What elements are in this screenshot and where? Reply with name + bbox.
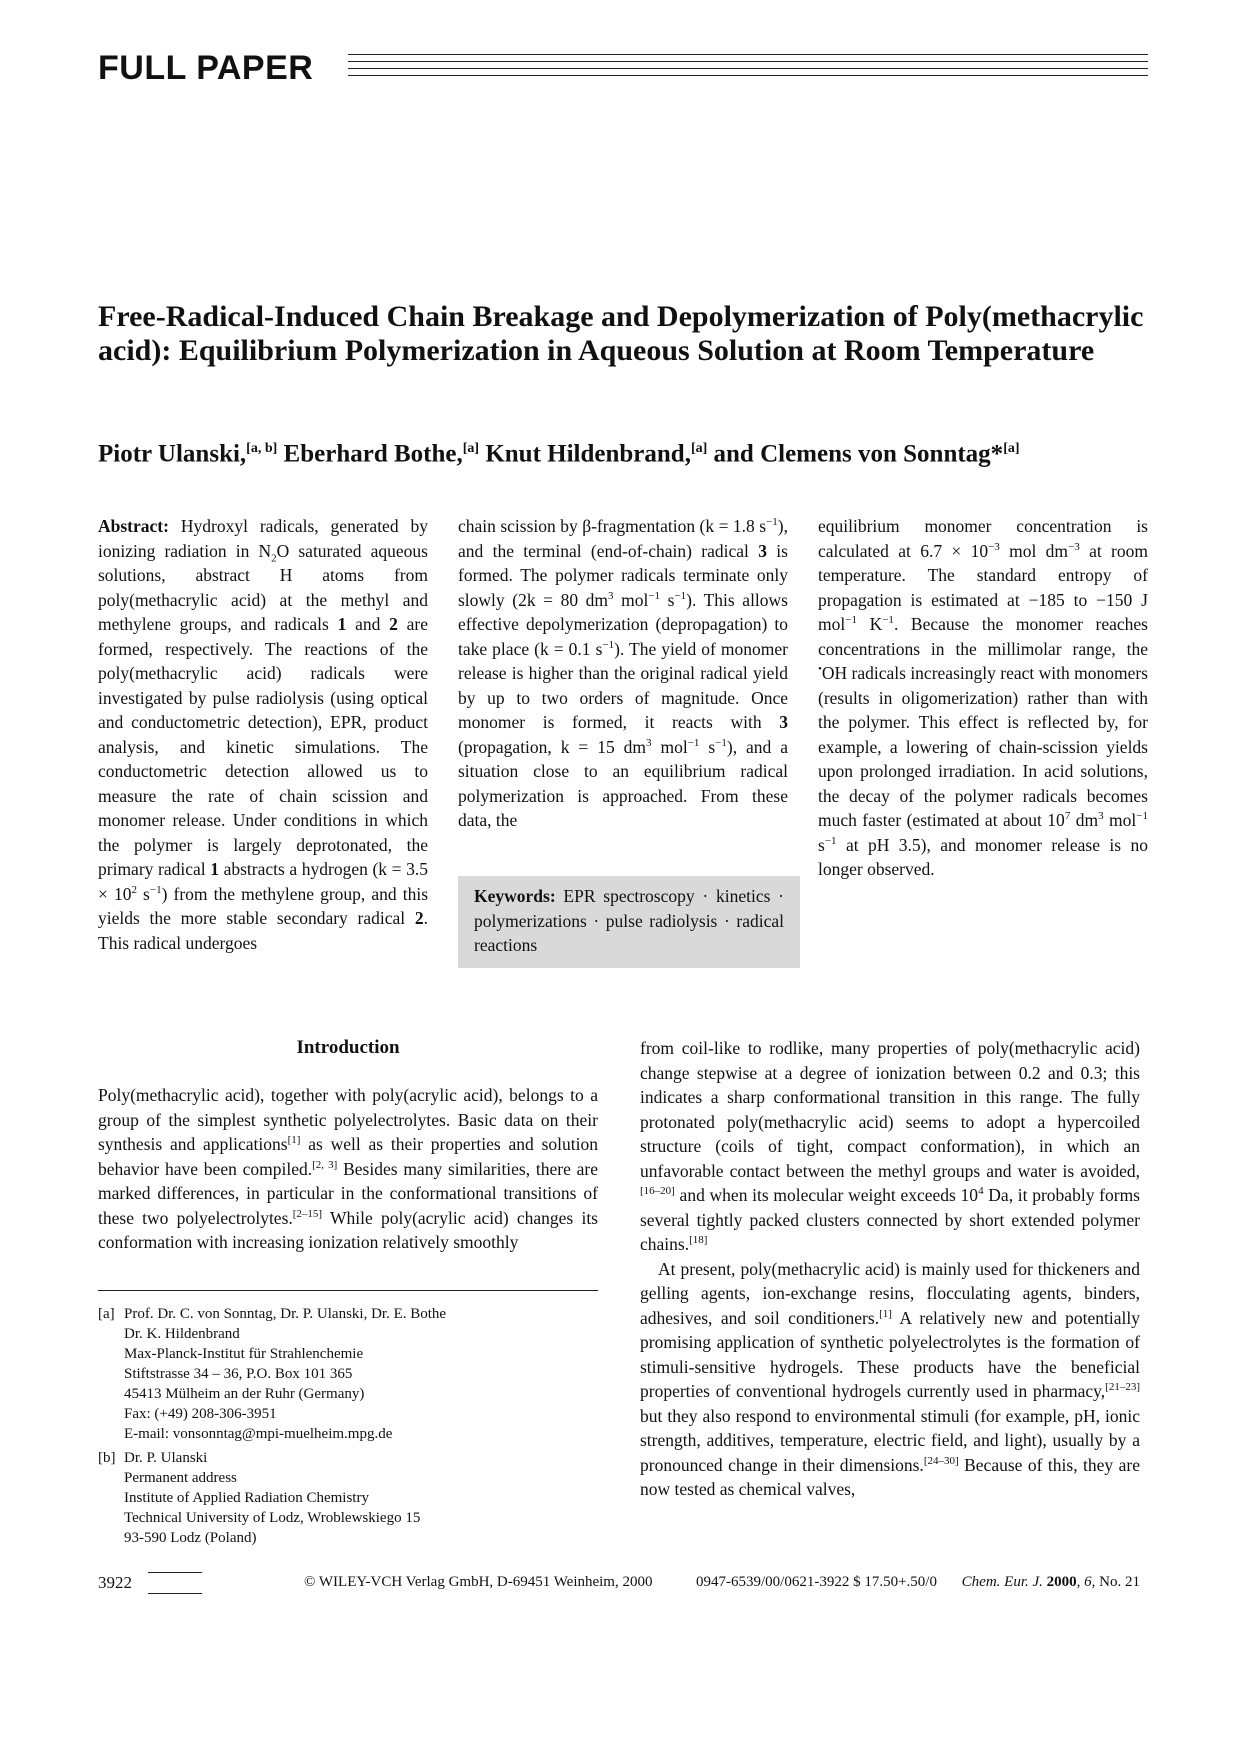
footnote-line: Technical University of Lodz, Wroblewskiego 15 <box>124 1510 421 1526</box>
abstract-column-3 <box>818 514 1148 882</box>
abstract-text: K <box>856 614 883 634</box>
author-name: Piotr Ulanski, <box>98 440 247 468</box>
page-footer <box>98 1572 1140 1596</box>
superscript: −1 <box>766 516 778 529</box>
body-text: Da, it probably forms several tightly packed clusters connected by short extended polymer chains. <box>640 1185 1140 1254</box>
intro-paragraph <box>640 1257 1140 1502</box>
citation-ref: [2, 3] <box>312 1158 338 1171</box>
compound-number: 1 <box>337 614 347 634</box>
author-affiliation: [a] <box>690 441 708 456</box>
abstract-text: equilibrium monomer concentration is calculated at 6.7 × 10 <box>818 516 1148 561</box>
superscript: −1 <box>602 638 615 651</box>
superscript: 7 <box>1064 810 1071 823</box>
body-text: Because of this, they are now tested as chemical valves, <box>640 1454 1140 1499</box>
abstract-text: s <box>818 834 825 855</box>
abstract-text: s <box>136 883 150 904</box>
citation-ref: [2–15] <box>292 1207 323 1220</box>
footnote-line: Institute of Applied Radiation Chemistry <box>124 1490 369 1506</box>
compound-number: 3 <box>779 712 788 732</box>
compound-number: 3 <box>758 540 767 561</box>
citation-ref: [24–30] <box>923 1454 959 1467</box>
footnote-line: Max-Planck-Institut für Strahlenchemie <box>124 1346 364 1362</box>
compound-number: 2 <box>389 614 398 634</box>
footnote-line: Permanent address <box>124 1470 237 1486</box>
copyright-notice: © WILEY-VCH Verlag GmbH, D-69451 Weinheim, 2000 <box>304 1574 653 1590</box>
body-text: Besides many similarities, there are marked differences, in particular in the conformational transitions of these two polyelectrolytes. <box>98 1158 598 1228</box>
abstract-text: chain scission by β-fragmentation (k = 1.8 s <box>458 516 767 536</box>
journal-name: Chem. Eur. J. <box>961 1574 1043 1590</box>
footnote-divider <box>98 1290 598 1291</box>
abstract-text: s <box>699 736 716 757</box>
abstract-text: ). The yield of monomer release is higher than the original radical yield by up to two orders of magnitude. Once monomer is formed, it reacts with <box>458 638 788 732</box>
footnote-line: Prof. Dr. C. von Sonntag, Dr. P. Ulanski, Dr. E. Bothe <box>124 1306 447 1322</box>
superscript: −1 <box>715 736 727 749</box>
journal-volume: 6 <box>1084 1574 1092 1590</box>
author-affiliation: [a] <box>462 441 480 456</box>
abstract-text: at pH 3.5), and monomer release is no longer observed. <box>818 834 1148 879</box>
superscript: −1 <box>674 589 687 602</box>
footnote-line: 93-590 Lodz (Poland) <box>124 1530 257 1546</box>
superscript: 3 <box>1098 810 1104 823</box>
citation-ref: [1] <box>287 1134 301 1147</box>
page-number-rule <box>148 1572 202 1594</box>
author-name: Knut Hildenbrand, <box>479 440 691 468</box>
abstract-text: O saturated aqueous solutions, abstract H atoms from poly(methacrylic acid) at the methyl and methylene groups, and radicals <box>98 540 428 634</box>
footnote-line: Fax: (+49) 208-306-3951 <box>124 1406 277 1422</box>
journal-year: 2000 <box>1046 1574 1077 1590</box>
abstract-column-1 <box>98 514 428 955</box>
author-list <box>98 434 1158 469</box>
superscript: −1 <box>149 883 162 896</box>
footnote-tag: [a] <box>98 1306 115 1322</box>
abstract-text: ). This allows effective depolymerization (depropagation) to take place (k = 0.1 s <box>458 589 788 659</box>
intro-paragraph <box>640 1036 1140 1257</box>
author-name: Eberhard Bothe, <box>277 440 463 468</box>
intro-column-right <box>640 1036 1140 1502</box>
author-affiliation: [a] <box>1003 441 1020 456</box>
section-heading-introduction: Introduction <box>296 1037 400 1058</box>
body-text: but they also respond to environmental stimuli (for example, pH, ionic strength, additives, temperature, electric field, and light), usually by a pronounced change in their dimensions. <box>640 1405 1140 1475</box>
keywords-label: Keywords: <box>474 886 556 906</box>
section-label: FULL PAPER <box>98 49 314 87</box>
superscript: −1 <box>1136 810 1148 823</box>
abstract-column-2 <box>458 514 788 833</box>
superscript: −1 <box>882 614 894 627</box>
citation-ref: [18] <box>689 1234 708 1247</box>
footnote-email[interactable]: E-mail: vonsonntag@mpi-muelheim.mpg.de <box>124 1426 393 1442</box>
superscript: 3 <box>646 736 652 749</box>
footnote-line: Dr. K. Hildenbrand <box>124 1326 240 1342</box>
paper-title: Free-Radical-Induced Chain Breakage and Depolymerization of Poly(methacrylic acid): Equilibrium Polymerization in Aqueous Solution at Room Temperature <box>98 300 1144 367</box>
body-text: While poly(acrylic acid) changes its conformation with increasing ionization relatively smoothly <box>98 1207 598 1252</box>
issn-code: 0947-6539/00/0621-3922 $ 17.50+.50/0 <box>696 1574 937 1590</box>
superscript: • <box>818 663 822 676</box>
abstract-text: (propagation, k = 15 dm <box>458 736 647 757</box>
intro-paragraph-left <box>98 1083 598 1255</box>
body-text: from coil-like to rodlike, many properties of poly(methacrylic acid) change stepwise at a degree of ionization between 0.2 and 0.3; this indicates a sharp conformational transition in this range. The fully protonated poly(methacrylic acid) seems to adopt a hypercoiled structure (coils of tight, compact conformation), in which an unfavorable contact between the methyl groups and water is avoided, <box>640 1038 1140 1181</box>
abstract-text: mol <box>651 736 688 757</box>
abstract-label: Abstract: <box>98 516 169 536</box>
superscript: −1 <box>687 736 700 749</box>
abstract-text: are formed, respectively. The reactions of the poly(methacrylic acid) radicals were investigated by pulse radiolysis (using optical and conductometric detection), EPR, product analysis, and kinetic simulations. The conductometric detection allowed us to measure the rate of chain scission and monomer release. Under conditions in which the polymer is largely deprotonated, the primary radical <box>98 614 428 879</box>
abstract-text: ), and the terminal (end-of-chain) radical <box>458 516 788 561</box>
footnote-line: Dr. P. Ulanski <box>124 1450 208 1466</box>
superscript: −1 <box>824 834 837 847</box>
body-text: Poly(methacrylic acid), together with poly(acrylic acid), belongs to a group of the simplest synthetic polyelectrolytes. Basic data on their synthesis and applications <box>98 1085 598 1154</box>
citation-ref: [16–20] <box>640 1185 675 1198</box>
footnote-tag: [b] <box>98 1450 116 1466</box>
abstract-text: mol <box>613 589 649 610</box>
journal-issue: , No. 21 <box>1091 1574 1140 1590</box>
abstract-text: s <box>660 589 675 610</box>
superscript: 4 <box>978 1185 984 1198</box>
journal-citation: Chem. Eur. J. 2000, 6, No. 21 <box>961 1574 1140 1590</box>
superscript: −1 <box>648 589 661 602</box>
abstract-text: Hydroxyl radicals, generated by ionizing radiation in N <box>98 516 428 561</box>
citation-ref: [21–23] <box>1105 1381 1140 1394</box>
abstract-text: abstracts a hydrogen (k = 3.5 × 10 <box>98 859 428 904</box>
abstract-text: ), and a situation close to an equilibrium radical polymerization is approached. From these data, the <box>458 736 788 830</box>
superscript: −3 <box>1068 540 1080 553</box>
superscript: 3 <box>608 589 614 602</box>
footnote-line: 45413 Mülheim an der Ruhr (Germany) <box>124 1386 365 1402</box>
abstract-text: at room temperature. The standard entropy of propagation is estimated at −185 to −150 J mol <box>818 540 1148 634</box>
compound-number: 1 <box>210 859 219 879</box>
header-rules <box>348 54 1148 82</box>
running-header <box>98 48 1148 88</box>
author-name: and Clemens von Sonntag* <box>707 440 1004 468</box>
footnote-affiliation-b <box>98 1448 598 1548</box>
abstract-text: OH radicals increasingly react with monomers (results in oligomerization) rather than with the polymer. This effect is reflected by, for example, a lowering of chain-scission yields upon prolonged irradiation. In acid solutions, the decay of the polymer radicals becomes much faster (estimated at about 10 <box>818 663 1148 830</box>
abstract-text: ) from the methylene group, and this yields the more stable secondary radical <box>98 883 428 928</box>
body-text: A relatively new and potentially promising application of synthetic polyelectrolytes is the formation of stimuli-sensitive hydrogels. These products have the beneficial properties of conventional hydrogels currently used in pharmacy, <box>640 1307 1140 1401</box>
abstract-text: mol <box>1103 810 1137 830</box>
abstract-text: and <box>346 614 390 634</box>
footnote-line: Stiftstrasse 34 – 36, P.O. Box 101 365 <box>124 1366 353 1382</box>
body-text: as well as their properties and solution behavior have been compiled. <box>98 1134 598 1179</box>
abstract-text: dm <box>1070 810 1099 830</box>
subscript: 2 <box>271 552 277 564</box>
abstract-text: . This radical undergoes <box>98 908 428 953</box>
abstract-text: mol dm <box>999 540 1069 561</box>
keywords-box <box>458 876 800 968</box>
abstract-text: . Because the monomer reaches concentrations in the millimolar range, the <box>818 614 1148 659</box>
abstract-text: is formed. The polymer radicals terminate only slowly (2k = 80 dm <box>458 540 788 610</box>
page-number: 3922 <box>98 1573 132 1592</box>
citation-ref: [1] <box>879 1307 892 1320</box>
author-affiliation: [a, b] <box>246 441 278 456</box>
body-text: and when its molecular weight exceeds 10 <box>674 1185 979 1205</box>
body-text: At present, poly(methacrylic acid) is mainly used for thickeners and gelling agents, ion-exchange resins, flocculating agents, binders, adhesives, and soil conditioners. <box>640 1258 1140 1328</box>
keywords-text: EPR spectroscopy · kinetics · polymerizations · pulse radiolysis · radical reactions <box>474 886 784 955</box>
footnote-affiliation-a <box>98 1304 598 1444</box>
superscript: 2 <box>131 883 137 896</box>
superscript: −1 <box>845 614 857 627</box>
superscript: −3 <box>988 540 1000 553</box>
compound-number: 2 <box>414 908 424 928</box>
